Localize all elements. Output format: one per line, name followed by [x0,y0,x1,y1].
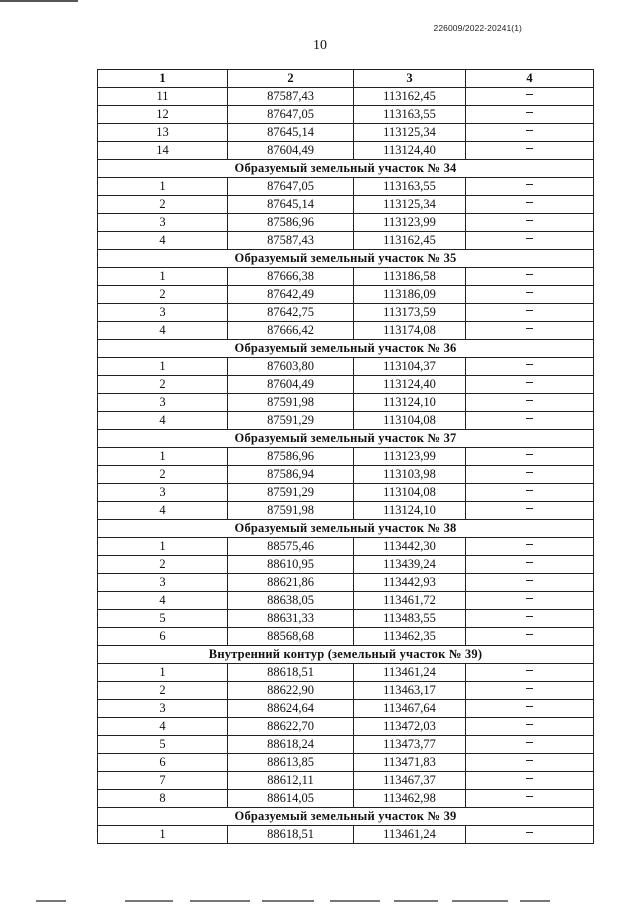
y-coordinate-cell: 113467,64 [354,700,466,718]
dash-mark [526,94,533,95]
point-number-cell: 1 [98,538,228,556]
empty-value-cell [466,700,594,718]
x-coordinate-cell: 87647,05 [228,106,354,124]
table-row [98,790,594,808]
empty-value-cell [466,574,594,592]
x-coordinate-cell: 87591,29 [228,484,354,502]
x-coordinate-cell: 88622,90 [228,682,354,700]
point-number-cell: 2 [98,376,228,394]
point-number-cell: 1 [98,358,228,376]
table-row [98,394,594,412]
dash-mark [526,742,533,743]
y-coordinate-cell: 113483,55 [354,610,466,628]
empty-value-cell [466,682,594,700]
point-number-cell: 2 [98,556,228,574]
x-coordinate-cell: 88575,46 [228,538,354,556]
x-coordinate-cell: 87645,14 [228,196,354,214]
point-number-cell: 4 [98,322,228,340]
dash-mark [526,598,533,599]
point-number-cell: 2 [98,286,228,304]
x-coordinate-cell: 88618,24 [228,736,354,754]
y-coordinate-cell: 113124,10 [354,394,466,412]
section-header-row [98,520,594,538]
empty-value-cell [466,772,594,790]
section-header-row [98,646,594,664]
empty-value-cell [466,448,594,466]
table-header-row [98,70,594,88]
dash-mark [526,544,533,545]
point-number-cell: 3 [98,214,228,232]
point-number-cell: 6 [98,628,228,646]
point-number-cell: 4 [98,232,228,250]
table-row [98,610,594,628]
point-number-cell: 1 [98,664,228,682]
empty-value-cell [466,106,594,124]
empty-value-cell [466,358,594,376]
section-title: Внутренний контур (земельный участок № 39) [98,646,594,664]
empty-value-cell [466,412,594,430]
dash-mark [526,238,533,239]
y-coordinate-cell: 113442,30 [354,538,466,556]
dash-mark [526,310,533,311]
dash-mark [526,688,533,689]
column-header: 3 [354,70,466,88]
dash-mark [526,328,533,329]
x-coordinate-cell: 87642,75 [228,304,354,322]
point-number-cell: 1 [98,178,228,196]
empty-value-cell [466,718,594,736]
section-header-row [98,430,594,448]
empty-value-cell [466,88,594,106]
x-coordinate-cell: 87587,43 [228,232,354,250]
dash-mark [526,706,533,707]
table-row [98,376,594,394]
x-coordinate-cell: 87591,98 [228,502,354,520]
point-number-cell: 8 [98,790,228,808]
empty-value-cell [466,376,594,394]
table-row [98,484,594,502]
empty-value-cell [466,484,594,502]
table-row [98,466,594,484]
table-row [98,142,594,160]
y-coordinate-cell: 113103,98 [354,466,466,484]
scan-artifact-strip [0,897,640,905]
table-row [98,124,594,142]
x-coordinate-cell: 87591,29 [228,412,354,430]
x-coordinate-cell: 87587,43 [228,88,354,106]
x-coordinate-cell: 87586,96 [228,448,354,466]
table-row [98,322,594,340]
empty-value-cell [466,268,594,286]
empty-value-cell [466,304,594,322]
dash-mark [526,472,533,473]
empty-value-cell [466,664,594,682]
point-number-cell: 4 [98,718,228,736]
empty-value-cell [466,610,594,628]
y-coordinate-cell: 113124,10 [354,502,466,520]
scan-edge-line [0,0,78,2]
section-title: Образуемый земельный участок № 34 [98,160,594,178]
document-id: 226009/2022-20241(1) [433,23,522,33]
point-number-cell: 12 [98,106,228,124]
dash-mark [526,796,533,797]
x-coordinate-cell: 87604,49 [228,376,354,394]
dash-mark [526,454,533,455]
dash-mark [526,184,533,185]
x-coordinate-cell: 87591,98 [228,394,354,412]
x-coordinate-cell: 88631,33 [228,610,354,628]
y-coordinate-cell: 113125,34 [354,124,466,142]
empty-value-cell [466,826,594,844]
dash-mark [526,292,533,293]
y-coordinate-cell: 113461,24 [354,664,466,682]
table-row [98,268,594,286]
dash-mark [526,724,533,725]
y-coordinate-cell: 113162,45 [354,232,466,250]
dash-mark [526,130,533,131]
table-row [98,448,594,466]
section-title: Образуемый земельный участок № 39 [98,808,594,826]
table-row [98,664,594,682]
table-row [98,232,594,250]
table-row [98,178,594,196]
x-coordinate-cell: 87586,94 [228,466,354,484]
point-number-cell: 1 [98,268,228,286]
dash-mark [526,508,533,509]
point-number-cell: 5 [98,736,228,754]
point-number-cell: 4 [98,412,228,430]
table-row [98,592,594,610]
empty-value-cell [466,736,594,754]
empty-value-cell [466,232,594,250]
section-header-row [98,160,594,178]
dash-mark [526,778,533,779]
y-coordinate-cell: 113462,35 [354,628,466,646]
table-row [98,556,594,574]
point-number-cell: 3 [98,394,228,412]
y-coordinate-cell: 113104,37 [354,358,466,376]
empty-value-cell [466,178,594,196]
empty-value-cell [466,466,594,484]
y-coordinate-cell: 113104,08 [354,484,466,502]
dash-mark [526,562,533,563]
table-row [98,628,594,646]
table-row [98,214,594,232]
x-coordinate-cell: 87645,14 [228,124,354,142]
dash-mark [526,220,533,221]
y-coordinate-cell: 113463,17 [354,682,466,700]
point-number-cell: 3 [98,574,228,592]
point-number-cell: 14 [98,142,228,160]
y-coordinate-cell: 113174,08 [354,322,466,340]
dash-mark [526,490,533,491]
dash-mark [526,274,533,275]
x-coordinate-cell: 88613,85 [228,754,354,772]
y-coordinate-cell: 113442,93 [354,574,466,592]
point-number-cell: 3 [98,304,228,322]
y-coordinate-cell: 113471,83 [354,754,466,772]
table-row [98,754,594,772]
x-coordinate-cell: 88622,70 [228,718,354,736]
x-coordinate-cell: 88624,64 [228,700,354,718]
y-coordinate-cell: 113473,77 [354,736,466,754]
x-coordinate-cell: 87642,49 [228,286,354,304]
empty-value-cell [466,214,594,232]
empty-value-cell [466,538,594,556]
y-coordinate-cell: 113104,08 [354,412,466,430]
dash-mark [526,364,533,365]
section-header-row [98,808,594,826]
point-number-cell: 2 [98,196,228,214]
x-coordinate-cell: 87586,96 [228,214,354,232]
table-row [98,772,594,790]
table-row [98,502,594,520]
empty-value-cell [466,628,594,646]
x-coordinate-cell: 87604,49 [228,142,354,160]
y-coordinate-cell: 113461,24 [354,826,466,844]
point-number-cell: 6 [98,754,228,772]
y-coordinate-cell: 113123,99 [354,448,466,466]
point-number-cell: 2 [98,466,228,484]
dash-mark [526,112,533,113]
y-coordinate-cell: 113467,37 [354,772,466,790]
x-coordinate-cell: 87666,38 [228,268,354,286]
table-body [98,88,594,844]
point-number-cell: 5 [98,610,228,628]
x-coordinate-cell: 87603,80 [228,358,354,376]
dash-mark [526,580,533,581]
section-title: Образуемый земельный участок № 35 [98,250,594,268]
y-coordinate-cell: 113472,03 [354,718,466,736]
y-coordinate-cell: 113163,55 [354,106,466,124]
point-number-cell: 13 [98,124,228,142]
dash-mark [526,418,533,419]
x-coordinate-cell: 88610,95 [228,556,354,574]
empty-value-cell [466,286,594,304]
empty-value-cell [466,142,594,160]
column-header: 4 [466,70,594,88]
point-number-cell: 3 [98,484,228,502]
table-row [98,412,594,430]
dash-mark [526,634,533,635]
x-coordinate-cell: 88614,05 [228,790,354,808]
x-coordinate-cell: 88638,05 [228,592,354,610]
table-row [98,718,594,736]
x-coordinate-cell: 88618,51 [228,664,354,682]
empty-value-cell [466,502,594,520]
page-number: 10 [313,38,327,53]
table-row [98,826,594,844]
dash-mark [526,832,533,833]
x-coordinate-cell: 87647,05 [228,178,354,196]
section-title: Образуемый земельный участок № 38 [98,520,594,538]
y-coordinate-cell: 113162,45 [354,88,466,106]
section-title: Образуемый земельный участок № 36 [98,340,594,358]
y-coordinate-cell: 113461,72 [354,592,466,610]
point-number-cell: 1 [98,826,228,844]
point-number-cell: 2 [98,682,228,700]
y-coordinate-cell: 113124,40 [354,376,466,394]
table-row [98,286,594,304]
empty-value-cell [466,790,594,808]
table-row [98,736,594,754]
table-row [98,304,594,322]
table-row [98,88,594,106]
table-row [98,700,594,718]
table-row [98,538,594,556]
x-coordinate-cell: 87666,42 [228,322,354,340]
dash-mark [526,670,533,671]
y-coordinate-cell: 113186,58 [354,268,466,286]
empty-value-cell [466,124,594,142]
dash-mark [526,616,533,617]
dash-mark [526,148,533,149]
table-row [98,574,594,592]
y-coordinate-cell: 113186,09 [354,286,466,304]
empty-value-cell [466,394,594,412]
section-title: Образуемый земельный участок № 37 [98,430,594,448]
y-coordinate-cell: 113163,55 [354,178,466,196]
empty-value-cell [466,196,594,214]
empty-value-cell [466,322,594,340]
x-coordinate-cell: 88612,11 [228,772,354,790]
dash-mark [526,400,533,401]
point-number-cell: 1 [98,448,228,466]
dash-mark [526,760,533,761]
y-coordinate-cell: 113125,34 [354,196,466,214]
y-coordinate-cell: 113439,24 [354,556,466,574]
point-number-cell: 4 [98,502,228,520]
empty-value-cell [466,556,594,574]
y-coordinate-cell: 113173,59 [354,304,466,322]
table-row [98,358,594,376]
empty-value-cell [466,592,594,610]
x-coordinate-cell: 88568,68 [228,628,354,646]
table-row [98,106,594,124]
dash-mark [526,202,533,203]
section-header-row [98,340,594,358]
x-coordinate-cell: 88621,86 [228,574,354,592]
dash-mark [526,382,533,383]
section-header-row [98,250,594,268]
y-coordinate-cell: 113462,98 [354,790,466,808]
point-number-cell: 4 [98,592,228,610]
table-row [98,196,594,214]
coordinates-table [97,69,594,844]
point-number-cell: 11 [98,88,228,106]
y-coordinate-cell: 113124,40 [354,142,466,160]
empty-value-cell [466,754,594,772]
y-coordinate-cell: 113123,99 [354,214,466,232]
point-number-cell: 7 [98,772,228,790]
table-row [98,682,594,700]
x-coordinate-cell: 88618,51 [228,826,354,844]
point-number-cell: 3 [98,700,228,718]
column-header: 2 [228,70,354,88]
column-header: 1 [98,70,228,88]
